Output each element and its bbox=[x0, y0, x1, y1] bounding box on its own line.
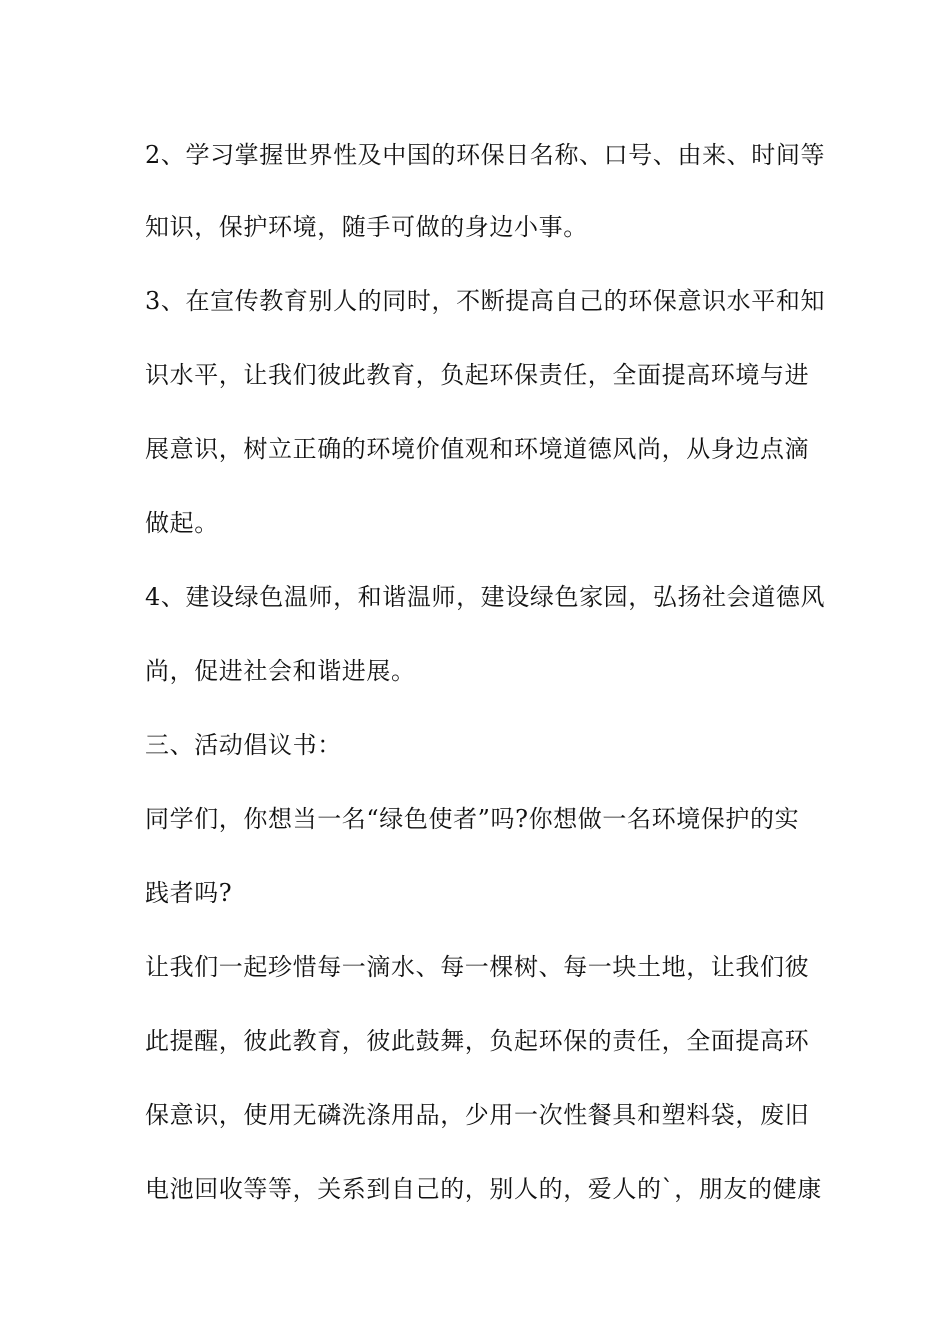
text-line: 2、学习掌握世界性及中国的环保日名称、口号、由来、时间等 bbox=[145, 141, 826, 169]
text-line: 展意识，树立正确的环境价值观和环境道德风尚，从身边点滴 bbox=[145, 435, 810, 463]
text-line: 保意识，使用无磷洗涤用品，少用一次性餐具和塑料袋，废旧 bbox=[145, 1101, 810, 1129]
section-heading: 三、活动倡议书： bbox=[145, 731, 342, 759]
text-line: 知识，保护环境，随手可做的身边小事。 bbox=[145, 213, 588, 241]
text-line: 尚，促进社会和谐进展。 bbox=[145, 657, 416, 685]
text-line: 识水平，让我们彼此教育，负起环保责任，全面提高环境与进 bbox=[145, 361, 810, 389]
text-line: 做起。 bbox=[145, 509, 219, 537]
text-line: 电池回收等等，关系到自己的，别人的，爱人的`，朋友的健康 bbox=[145, 1175, 822, 1203]
text-line: 3、在宣传教育别人的同时，不断提高自己的环保意识水平和知 bbox=[145, 287, 826, 315]
text-line: 践者吗? bbox=[145, 879, 233, 907]
text-line: 此提醒，彼此教育，彼此鼓舞，负起环保的责任，全面提高环 bbox=[145, 1027, 810, 1055]
text-line: 让我们一起珍惜每一滴水、每一棵树、每一块土地，让我们彼 bbox=[145, 953, 810, 981]
text-line: 同学们，你想当一名“绿色使者”吗?你想做一名环境保护的实 bbox=[145, 805, 800, 833]
text-line: 4、建设绿色温师，和谐温师，建设绿色家园，弘扬社会道德风 bbox=[145, 583, 826, 611]
